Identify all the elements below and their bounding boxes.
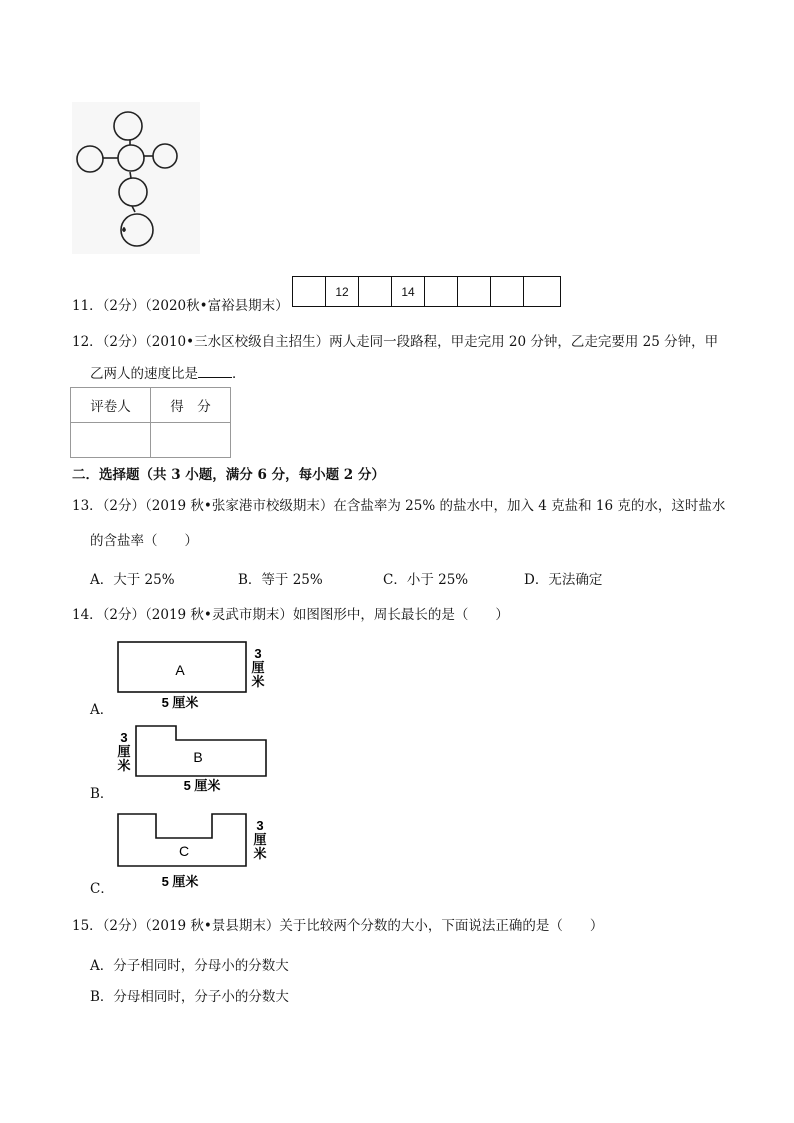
shape-b-height-3: 3 (120, 730, 128, 745)
option-13-d[interactable]: D．无法确定 (524, 572, 603, 588)
option-15-a[interactable]: A．分子相同时，分母小的分数大 (90, 958, 289, 974)
option-14-c[interactable]: C． (90, 881, 114, 897)
score-header: 得 分 (151, 388, 231, 423)
shape-b-height-mi: 米 (117, 758, 131, 773)
shape-a-height-mi: 米 (251, 674, 265, 689)
option-13-c[interactable]: C．小于 25% (383, 572, 469, 588)
sequence-cell (359, 277, 392, 307)
shape-c-figure (112, 812, 277, 890)
question-12-text: 乙两人的速度比是 (90, 366, 198, 382)
shape-b-letter: B (193, 749, 203, 765)
option-15-b[interactable]: B．分母相同时，分子小的分数大 (90, 989, 289, 1005)
score-cell[interactable] (151, 423, 231, 458)
shape-b-height-li: 厘 (117, 744, 131, 759)
reviewer-header: 评卷人 (71, 388, 151, 423)
shape-a-letter: A (175, 662, 185, 678)
sequence-cell (524, 277, 561, 307)
shape-c-height-3: 3 (256, 818, 264, 833)
shape-c-height-li: 厘 (253, 832, 267, 847)
question-15-line1: 15．（2分）（2019 秋•景县期末）关于比较两个分数的大小，下面说法正确的是（ ） (72, 918, 604, 934)
sequence-cell (293, 277, 326, 307)
shape-a-width-label: 5 厘米 (161, 695, 199, 710)
shape-a-height-3: 3 (254, 646, 262, 661)
section-heading: 二．选择题（共 3 小题，满分 6 分，每小题 2 分） (72, 467, 385, 483)
shape-b-width-label: 5 厘米 (183, 778, 221, 793)
number-sequence-table (292, 276, 561, 307)
score-table (70, 387, 231, 458)
shape-c-letter: C (178, 843, 190, 859)
question-12-line2 (90, 363, 246, 384)
question-12-line1: 12．（2分）（2010•三水区校级自主招生）两人走同一段路程，甲走完用 20 分钟，乙走完要用 25 分钟，甲 (72, 334, 719, 350)
circle-diagram-image (72, 102, 200, 254)
answer-blank[interactable] (198, 363, 232, 378)
reviewer-cell[interactable] (71, 423, 151, 458)
option-13-b[interactable]: B．等于 25% (238, 572, 323, 588)
shape-c-width-label: 5 厘米 (161, 874, 199, 889)
sequence-cell (425, 277, 458, 307)
option-14-a[interactable]: A． (90, 702, 114, 718)
sequence-cell: 12 (326, 277, 359, 307)
question-11-label: 11．（2分）（2020秋•富裕县期末） (72, 298, 289, 314)
question-13-line1: 13．（2分）（2019 秋•张家港市校级期末）在含盐率为 25% 的盐水中，加入 4 克盐和 16 克的水，这时盐水 (72, 498, 726, 514)
shape-c-height-mi: 米 (253, 846, 267, 861)
sequence-cell: 14 (392, 277, 425, 307)
question-14-line1: 14．（2分）（2019 秋•灵武市期末）如图图形中，周长最长的是（ ） (72, 607, 509, 623)
option-13-a[interactable]: A．大于 25% (90, 572, 175, 588)
question-13-line2: 的含盐率（ ） (90, 533, 198, 549)
option-14-b[interactable]: B． (90, 786, 114, 802)
sequence-cell (491, 277, 524, 307)
shape-a-figure (112, 640, 272, 712)
shape-b-figure (112, 722, 272, 794)
shape-a-height-li: 厘 (251, 660, 265, 675)
question-12-period: ． (232, 366, 246, 382)
sequence-cell (458, 277, 491, 307)
